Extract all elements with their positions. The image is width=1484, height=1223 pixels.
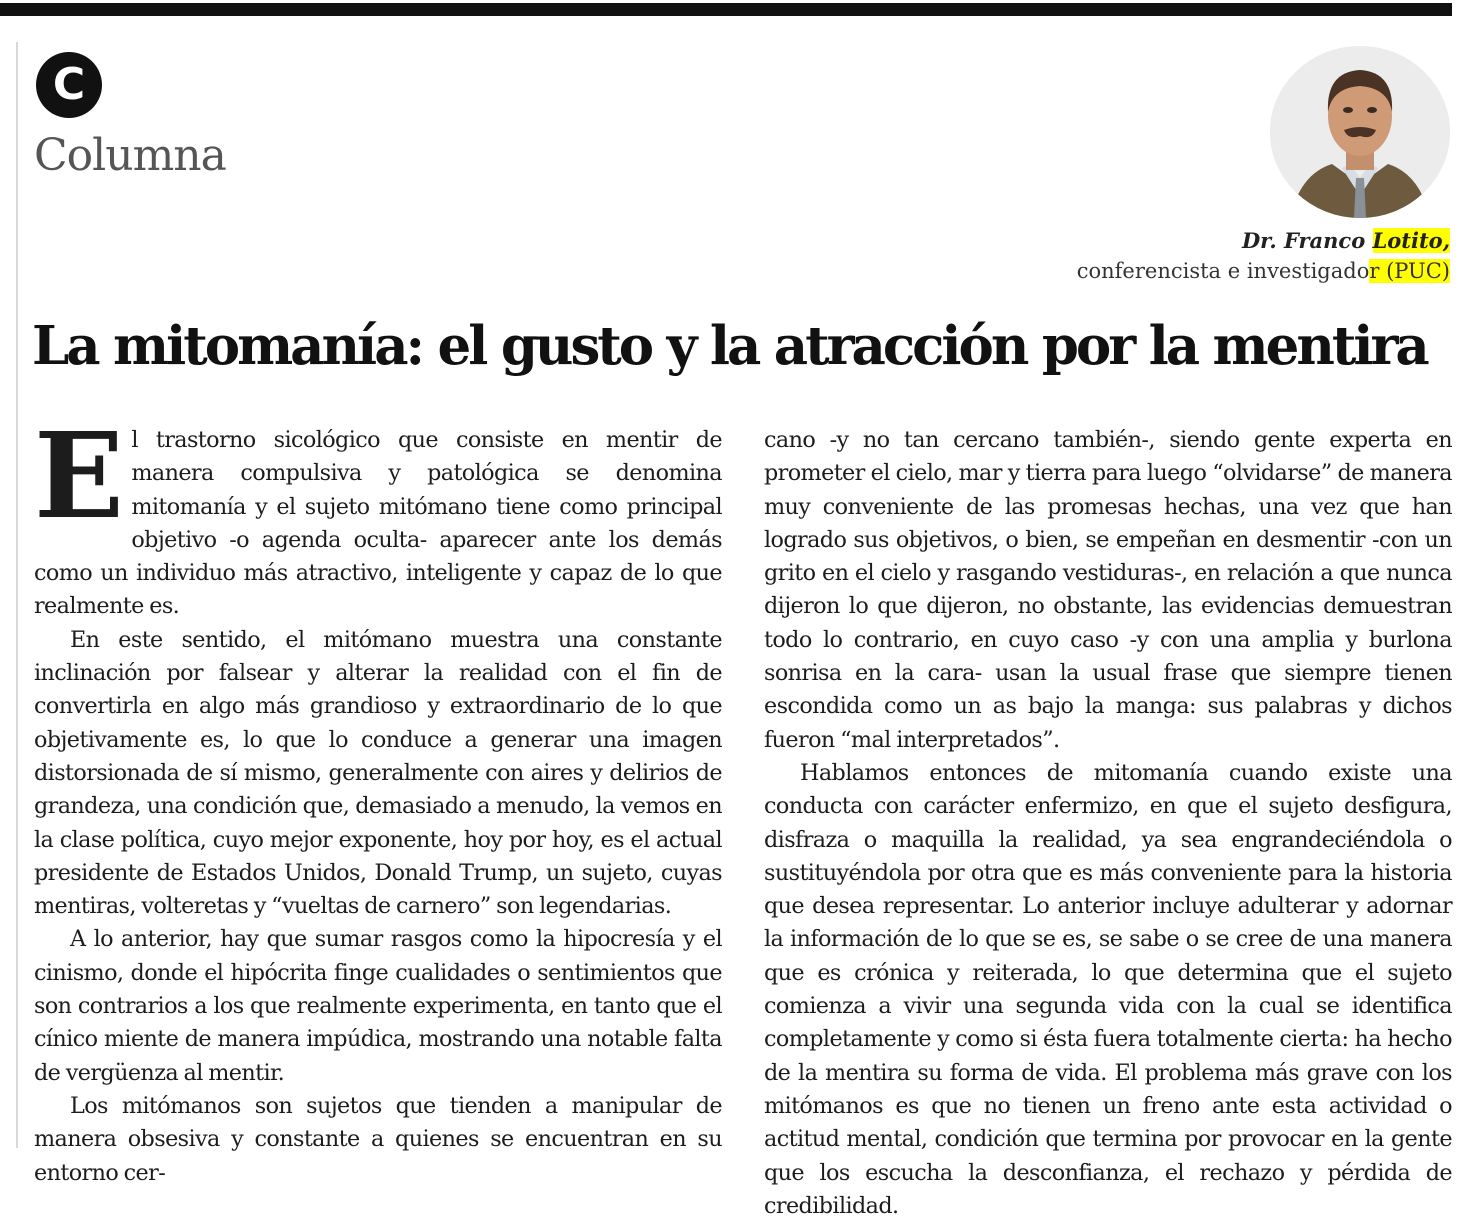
paragraph: A lo anterior, hay que sumar rasgos como la hipocresía y el cinismo, donde el hipócrita finge cualidades o sentimientos que son contrarios a los que realmente experimenta, en tanto que el cínico miente de manera impúdica, mostrando una notable falta de vergüenza al mentir. bbox=[34, 926, 722, 1086]
author-role-highlight: r (PUC) bbox=[1369, 259, 1450, 283]
left-margin-rule bbox=[16, 42, 18, 1148]
drop-cap: E bbox=[34, 406, 124, 545]
author-name bbox=[1077, 228, 1450, 253]
column-badge-icon: C bbox=[36, 52, 102, 118]
article-column-1 bbox=[34, 406, 722, 1190]
paragraph: cano -y no tan cercano también-, siendo gente experta en prometer el cielo, mar y tierra para luego “olvidarse” de manera muy conveniente de las promesas hechas, una vez que han logrado sus objetivos, o bien, se empeñan en desmentir -con un grito en el cielo y rasgando vestiduras-, en relación a que nunca dijeron lo que dijeron, no obstante, las evidencias demuestran todo lo contrario, en cuyo caso -y con una amplia y burlona sonrisa en la cara- usan la usual frase que siempre tienen escondida como un as bajo la manga: sus palabras y dichos fueron “mal interpretados”. bbox=[764, 427, 1452, 753]
paragraph: En este sentido, el mitómano muestra una constante inclinación por falsear y alterar la realidad con el fin de convertirla en algo más grandioso y extraordinario de lo que objetivamente es, lo que lo conduce a generar una imagen distorsionada de sí mismo, generalmente con aires y delirios de grandeza, una condición que, demasiado a menudo, la vemos en la clase política, cuyo mejor exponente, hoy por hoy, es el actual presidente de Estados Unidos, Donald Trump, un sujeto, cuyas mentiras, volteretas y “vueltas de carnero” son legendarias. bbox=[34, 626, 722, 920]
author-role bbox=[1077, 259, 1450, 283]
section-label: Columna bbox=[34, 130, 226, 181]
author-role-text: conferencista e investigado bbox=[1076, 259, 1370, 283]
paragraph: Los mitómanos son sujetos que tienden a manipular de manera obsesiva y constante a quienes se encuentran en su entorno cer- bbox=[34, 1092, 722, 1186]
author-name-text: Dr. Franco bbox=[1241, 228, 1373, 253]
author-name-highlight: Lotito, bbox=[1372, 228, 1450, 253]
top-rule bbox=[0, 3, 1452, 16]
article-column-2 bbox=[764, 424, 1452, 1223]
paragraph: Hablamos entonces de mitomanía cuando existe una conducta con carácter enfermizo, en que el sujeto desfigura, disfraza o maquilla la realidad, ya sea engrandeciéndola o sustituyéndola por otra que es más conveniente para la historia que desea representar. Lo anterior incluye adulterar y adornar la información de lo que se es, se sabe o se cree de una manera que es crónica y reiterada, lo que determina que el sujeto comienza a vivir una segunda vida con la cual se identifica completamente y como si ésta fuera totalmente cierta: ha hecho de la mentira su forma de vida. El problema más grave con los mitómanos es que no tienen un freno ante esta actividad o actitud mental, condición que termina por provocar en la gente que los escucha la desconfianza, el rechazo y pérdida de credibilidad. bbox=[764, 759, 1452, 1219]
article-headline: La mitomanía: el gusto y la atracción por la mentira bbox=[32, 315, 1427, 377]
author-photo bbox=[1270, 46, 1450, 218]
author-byline bbox=[1077, 228, 1450, 283]
author-portrait-image bbox=[1270, 46, 1450, 218]
paragraph-text: l trastorno sicológico que consiste en mentir de manera compulsiva y patológica se denomina mitomanía y el sujeto mitómano tiene como principal objetivo -o agenda oculta- aparecer ante los demás como un individuo más atractivo, inteligente y capaz de lo que realmente es. bbox=[34, 427, 722, 620]
paragraph bbox=[34, 406, 722, 624]
